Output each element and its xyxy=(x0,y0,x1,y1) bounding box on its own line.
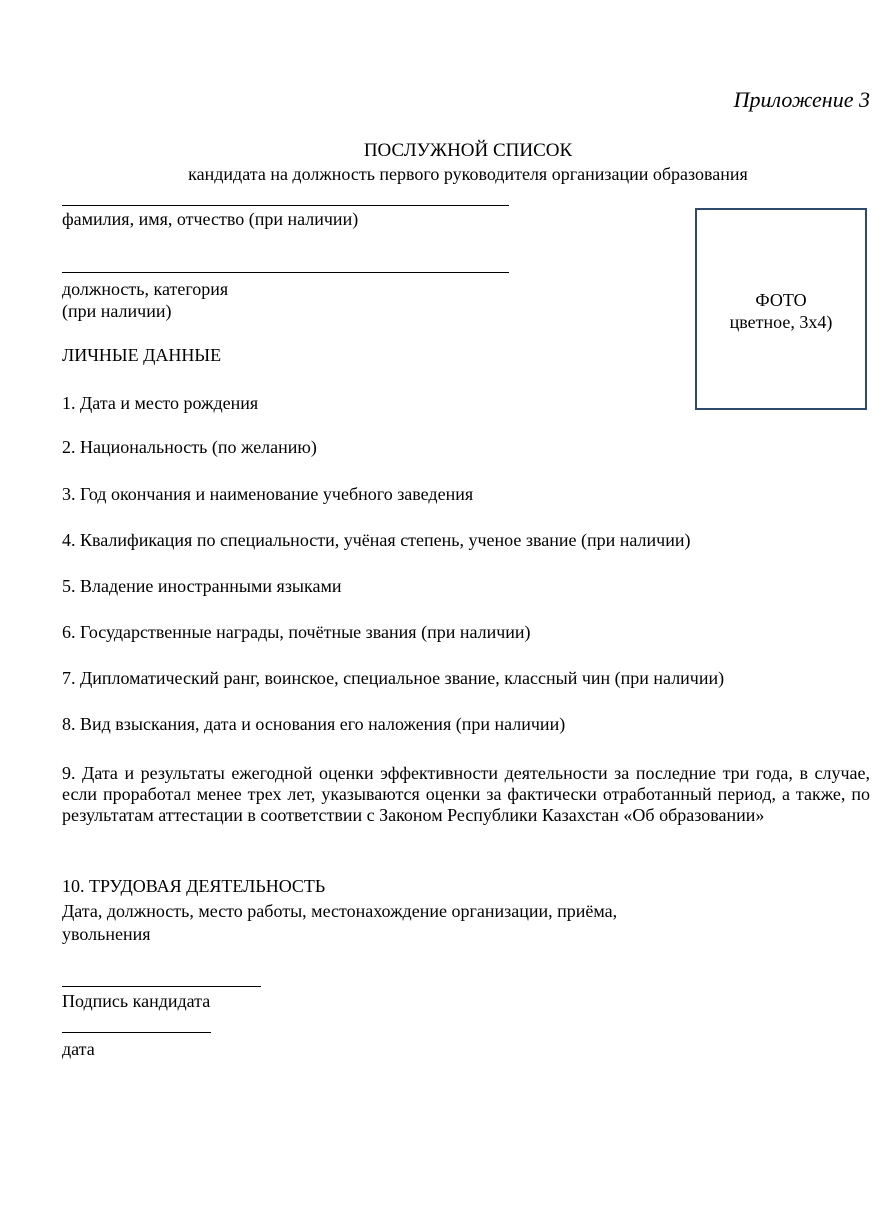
item-10-heading: 10. ТРУДОВАЯ ДЕЯТЕЛЬНОСТЬ xyxy=(62,876,326,896)
photo-box xyxy=(695,208,867,410)
appendix-label: Приложение 3 xyxy=(733,87,870,112)
signature-label: Подпись кандидата xyxy=(62,991,211,1011)
fio-label: фамилия, имя, отчество (при наличии) xyxy=(62,209,359,229)
position-label-line1: должность, категория xyxy=(62,279,229,299)
date-line xyxy=(62,1032,211,1033)
item-6: 6. Государственные награды, почётные звания (при наличии) xyxy=(62,622,531,642)
item-3: 3. Год окончания и наименование учебного заведения xyxy=(62,484,474,504)
signature-line xyxy=(62,986,261,987)
item-1: 1. Дата и место рождения xyxy=(62,393,259,413)
photo-label-line2: цветное, 3х4) xyxy=(729,311,833,332)
item-7: 7. Дипломатический ранг, воинское, специальное звание, классный чин (при наличии) xyxy=(62,668,725,688)
document-subtitle: кандидата на должность первого руководителя организации образования xyxy=(188,164,748,184)
fio-line xyxy=(62,205,509,206)
position-label-line2: (при наличии) xyxy=(62,301,172,321)
personal-data-heading: ЛИЧНЫЕ ДАННЫЕ xyxy=(62,345,222,365)
position-line xyxy=(62,272,509,273)
item-10-line1: Дата, должность, место работы, местонахождение организации, приёма, xyxy=(62,901,618,921)
item-10-line2: увольнения xyxy=(62,924,151,944)
item-4: 4. Квалификация по специальности, учёная степень, ученое звание (при наличии) xyxy=(62,530,691,550)
document-title: ПОСЛУЖНОЙ СПИСОК xyxy=(363,140,573,161)
photo-label-line1: ФОТО xyxy=(755,290,807,310)
date-label: дата xyxy=(62,1039,95,1059)
item-2: 2. Национальность (по желанию) xyxy=(62,437,317,457)
item-8: 8. Вид взыскания, дата и основания его наложения (при наличии) xyxy=(62,714,566,734)
item-9: 9. Дата и результаты ежегодной оценки эффективности деятельности за последние три года, в случае, если проработал менее трех лет, указываются оценки за фактически отработанный период, а также, по результатам аттестации в соответствии с Законом Республики Казахстан «Об образовании» xyxy=(62,763,870,825)
item-5: 5. Владение иностранными языками xyxy=(62,576,342,596)
